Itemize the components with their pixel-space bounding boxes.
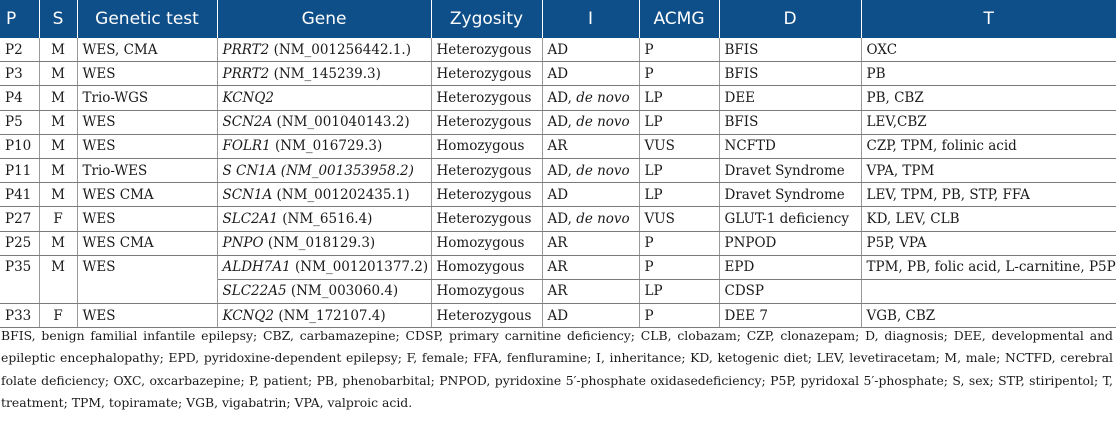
table-row — [0, 38, 1116, 62]
cell-acmg: P — [639, 255, 719, 279]
gene-symbol: KCNQ2 — [222, 89, 275, 106]
cell-inheritance: AR — [542, 279, 639, 303]
cell-genetic-test: Trio-WGS — [77, 86, 217, 110]
cell-zygosity: Heterozygous — [431, 158, 542, 182]
table-row — [0, 62, 1116, 86]
cell-acmg: LP — [639, 183, 719, 207]
table-row — [0, 110, 1116, 134]
cell-diagnosis: BFIS — [719, 110, 861, 134]
cell-diagnosis: BFIS — [719, 38, 861, 62]
cell-acmg: VUS — [639, 134, 719, 158]
cell-sex: M — [39, 231, 77, 255]
gene-symbol: FOLR1 — [222, 138, 271, 155]
gene-symbol: PNPO — [222, 235, 264, 252]
cell-treatment: VPA, TPM — [861, 158, 1116, 182]
de-novo-label: de novo — [576, 114, 630, 131]
inheritance-mode: AD — [547, 186, 569, 203]
gene-symbol: SCN2A — [222, 114, 273, 131]
cell-sex: M — [39, 158, 77, 182]
cell-diagnosis: BFIS — [719, 62, 861, 86]
inheritance-mode: AD — [547, 65, 569, 82]
cell-acmg: LP — [639, 158, 719, 182]
cell-inheritance: AD — [542, 304, 639, 328]
inheritance-mode: AR — [547, 235, 568, 252]
gene-accession: (NM_001040143.2) — [272, 114, 410, 131]
cell-sex: F — [39, 304, 77, 328]
cell-genetic-test: WES CMA — [77, 231, 217, 255]
gene-symbol: PRRT2 — [222, 41, 270, 58]
cell-acmg: LP — [639, 86, 719, 110]
cell-acmg: P — [639, 62, 719, 86]
abbreviations-footnote: BFIS, benign familial infantile epilepsy; CBZ, carbamazepine; CDSP, primary carnitine deficiency; CLB, clobazam; CZP, clonazepam; D, diagnosis; DEE, developmental and epileptic encephalopathy; EPD, pyridoxine-dependent epilepsy; F, female; FFA, fenfluramine; I, inheritance; KD, ketogenic diet; LEV, levetiracetam; M, male; NCTFD, cerebral folate deficiency; OXC, oxcarbazepine; P, patient; PB, phenobarbital; PNPOD, pyridoxine 5′-phosphate oxidasedeficiency; P5P, pyridoxal 5′-phosphate; S, sex; STP, stiripentol; T, treatment; TPM, topiramate; VGB, vigabatrin; VPA, valproic acid. — [1, 328, 1113, 411]
cell-inheritance — [542, 62, 639, 86]
cell-sex: M — [39, 62, 77, 86]
cell-genetic-test: Trio-WES — [77, 158, 217, 182]
cell-patient: P35 — [0, 255, 39, 303]
cell-genetic-test: WES — [77, 255, 217, 303]
gene-symbol: SCN1A — [222, 186, 273, 203]
header-zygosity: Zygosity — [431, 0, 542, 38]
inheritance-mode: AD, — [547, 89, 577, 106]
cell-diagnosis: GLUT-1 deficiency — [719, 207, 861, 231]
cell-zygosity: Homozygous — [431, 279, 542, 303]
gene-accession: (NM_172107.4) — [274, 307, 386, 324]
cell-genetic-test: WES — [77, 62, 217, 86]
cell-inheritance — [542, 231, 639, 255]
cell-zygosity: Heterozygous — [431, 38, 542, 62]
cell-patient: P11 — [0, 158, 39, 182]
cell-inheritance — [542, 158, 639, 182]
gene-accession: (NM_001202435.1) — [272, 186, 410, 203]
cell-patient: P10 — [0, 134, 39, 158]
cell-diagnosis: DEE 7 — [719, 304, 861, 328]
cell-acmg: VUS — [639, 207, 719, 231]
cell-genetic-test: WES — [77, 207, 217, 231]
cell-gene — [217, 231, 431, 255]
cell-sex: M — [39, 255, 77, 303]
cell-genetic-test: WES CMA — [77, 183, 217, 207]
cell-gene — [217, 158, 431, 182]
cell-treatment: PB, CBZ — [861, 86, 1116, 110]
cell-genetic-test: WES — [77, 134, 217, 158]
cell-patient: P41 — [0, 183, 39, 207]
cell-diagnosis: DEE — [719, 86, 861, 110]
de-novo-label: de novo — [576, 210, 630, 227]
table-row — [0, 183, 1116, 207]
header-p: P — [0, 0, 39, 38]
gene-symbol: PRRT2 — [222, 65, 270, 82]
cell-treatment: P5P, VPA — [861, 231, 1116, 255]
header-inheritance: I — [542, 0, 639, 38]
cell-genetic-test: WES, CMA — [77, 38, 217, 62]
cell-sex: M — [39, 86, 77, 110]
inheritance-mode: AD, — [547, 162, 577, 179]
cell-zygosity: Heterozygous — [431, 183, 542, 207]
cell-treatment-empty — [861, 279, 1116, 303]
cell-diagnosis: Dravet Syndrome — [719, 158, 861, 182]
gene-symbol: SLC22A5 — [222, 283, 287, 300]
cell-patient: P27 — [0, 207, 39, 231]
cell-zygosity: Homozygous — [431, 231, 542, 255]
cell-diagnosis: NCFTD — [719, 134, 861, 158]
header-diagnosis: D — [719, 0, 861, 38]
cell-zygosity: Heterozygous — [431, 62, 542, 86]
cell-inheritance — [542, 86, 639, 110]
cell-inheritance — [542, 134, 639, 158]
cell-inheritance — [542, 207, 639, 231]
cell-gene — [217, 62, 431, 86]
cell-treatment: VGB, CBZ — [861, 304, 1116, 328]
de-novo-label: de novo — [576, 89, 630, 106]
cell-zygosity: Homozygous — [431, 134, 542, 158]
cell-sex: M — [39, 110, 77, 134]
cell-inheritance: AR — [542, 255, 639, 279]
cell-diagnosis: CDSP — [719, 279, 861, 303]
cell-patient: P4 — [0, 86, 39, 110]
cell-diagnosis: EPD — [719, 255, 861, 279]
cell-sex: M — [39, 134, 77, 158]
cell-gene — [217, 110, 431, 134]
gene-accession: (NM_001256442.1.) — [269, 41, 411, 58]
cell-gene — [217, 255, 431, 279]
cell-zygosity: Heterozygous — [431, 86, 542, 110]
gene-accession: (NM_6516.4) — [277, 210, 373, 227]
inheritance-mode: AD, — [547, 114, 577, 131]
cell-gene — [217, 207, 431, 231]
cell-gene — [217, 86, 431, 110]
cell-treatment: LEV, TPM, PB, STP, FFA — [861, 183, 1116, 207]
header-acmg: ACMG — [639, 0, 719, 38]
gene-symbol: ALDH7A1 — [222, 259, 291, 276]
gene-accession: (NM_001201377.2) — [290, 259, 429, 276]
cell-gene — [217, 134, 431, 158]
cell-inheritance — [542, 110, 639, 134]
cell-patient: P3 — [0, 62, 39, 86]
cell-inheritance — [542, 38, 639, 62]
cell-inheritance — [542, 183, 639, 207]
gene-accession: (NM_003060.4) — [286, 283, 399, 300]
de-novo-label: de novo — [576, 162, 630, 179]
cell-patient: P25 — [0, 231, 39, 255]
cell-zygosity: Heterozygous — [431, 207, 542, 231]
cell-sex: M — [39, 183, 77, 207]
cell-patient: P2 — [0, 38, 39, 62]
header-row — [0, 0, 1116, 38]
table-row — [0, 86, 1116, 110]
cell-genetic-test: WES — [77, 304, 217, 328]
cell-diagnosis: Dravet Syndrome — [719, 183, 861, 207]
gene-symbol: SLC2A1 — [222, 210, 278, 227]
gene-accession: (NM_145239.3) — [269, 65, 381, 82]
header-s: S — [39, 0, 77, 38]
table-row — [0, 158, 1116, 182]
table-row — [0, 231, 1116, 255]
cell-diagnosis: PNPOD — [719, 231, 861, 255]
cell-patient: P5 — [0, 110, 39, 134]
cell-genetic-test: WES — [77, 110, 217, 134]
cell-gene — [217, 183, 431, 207]
gene-accession: (NM_018129.3) — [263, 235, 376, 252]
cell-acmg: P — [639, 304, 719, 328]
table-row — [0, 255, 1116, 279]
cell-treatment: KD, LEV, CLB — [861, 207, 1116, 231]
cell-treatment: OXC — [861, 38, 1116, 62]
inheritance-mode: AR — [547, 138, 568, 155]
cell-zygosity: Heterozygous — [431, 110, 542, 134]
inheritance-mode: AD, — [547, 210, 577, 227]
cell-sex: F — [39, 207, 77, 231]
gene-symbol: S CN1A (NM_001353958.2) — [222, 162, 414, 179]
cell-acmg: LP — [639, 279, 719, 303]
cell-acmg: P — [639, 231, 719, 255]
header-genetic-test: Genetic test — [77, 0, 217, 38]
table-row — [0, 134, 1116, 158]
cell-acmg: P — [639, 38, 719, 62]
cell-treatment: PB — [861, 62, 1116, 86]
cell-treatment: CZP, TPM, folinic acid — [861, 134, 1116, 158]
cell-zygosity: Heterozygous — [431, 304, 542, 328]
cell-treatment: LEV,CBZ — [861, 110, 1116, 134]
cell-treatment: TPM, PB, folic acid, L-carnitine, P5P — [861, 255, 1116, 279]
cell-sex: M — [39, 38, 77, 62]
cell-patient: P33 — [0, 304, 39, 328]
header-gene: Gene — [217, 0, 431, 38]
table-row — [0, 207, 1116, 231]
cell-gene — [217, 279, 431, 303]
cell-gene — [217, 38, 431, 62]
header-treatment: T — [861, 0, 1116, 38]
cell-acmg: LP — [639, 110, 719, 134]
gene-symbol: KCNQ2 — [222, 307, 275, 324]
inheritance-mode: AD — [547, 41, 569, 58]
cell-zygosity: Homozygous — [431, 255, 542, 279]
gene-accession: (NM_016729.3) — [270, 138, 383, 155]
